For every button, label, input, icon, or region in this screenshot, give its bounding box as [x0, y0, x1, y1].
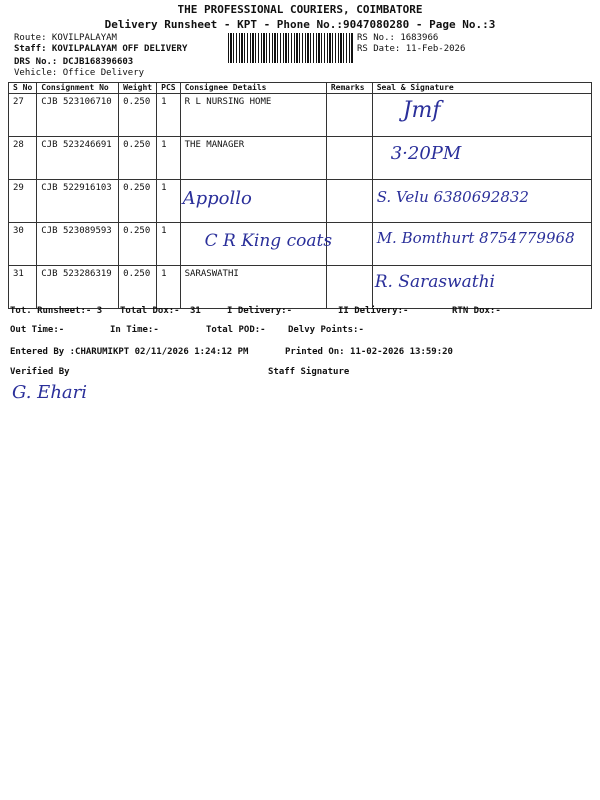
row-remarks [326, 94, 372, 137]
rs-date: RS Date: 11-Feb-2026 [357, 44, 466, 54]
col-remarks: Remarks [326, 83, 372, 94]
row-consignee: R L NURSING HOME [180, 94, 326, 137]
handwritten-consignee: C R King coats [204, 231, 333, 251]
total-dox-label: Total Dox:- [120, 306, 180, 316]
company-title: THE PROFESSIONAL COURIERS, COIMBATORE [177, 3, 423, 16]
col-pcs: PCS [157, 83, 180, 94]
col-sno: S No [9, 83, 37, 94]
i-delivery: I Delivery:- [227, 306, 293, 316]
row-weight: 0.250 [119, 266, 157, 309]
rtn-dox: RTN Dox:- [452, 306, 501, 316]
out-time: Out Time:- [10, 325, 65, 335]
col-consignment: Consignment No [37, 83, 119, 94]
row-remarks [326, 137, 372, 180]
row-consignment: CJB 522916103 [37, 180, 119, 223]
handwritten-signature: S. Velu 6380692832 [376, 188, 529, 206]
row-consignment: CJB 523106710 [37, 94, 119, 137]
tot-runsheet: Tot. Runsheet:- 3 [10, 306, 103, 316]
handwritten-signature: Jmf [402, 98, 441, 123]
row-consignment: CJB 523246691 [37, 137, 119, 180]
col-weight: Weight [119, 83, 157, 94]
staff-label: Staff: KOVILPALAYAM OFF DELIVERY [14, 44, 188, 54]
vehicle-label: Vehicle: Office Delivery [14, 68, 145, 78]
row-remarks [326, 223, 372, 266]
row-pcs: 1 [157, 94, 180, 137]
entered-by: Entered By :CHARUMIKPT 02/11/2026 1:24:12 PM [10, 347, 249, 357]
row-consignment: CJB 523089593 [37, 223, 119, 266]
col-consignee: Consignee Details [180, 83, 326, 94]
table-row [9, 94, 592, 137]
handwritten-signature: 3·20PM [390, 143, 462, 164]
row-weight: 0.250 [119, 94, 157, 137]
printed-on: Printed On: 11-02-2026 13:59:20 [285, 347, 453, 357]
verified-by: Verified By [10, 367, 70, 377]
handwritten-signature: M. Bomthurt 8754779968 [376, 229, 575, 247]
row-sno: 30 [9, 223, 37, 266]
row-pcs: 1 [157, 180, 180, 223]
verifier-signature: G. Ehari [12, 382, 88, 403]
table-row [9, 180, 592, 223]
in-time: In Time:- [110, 325, 159, 335]
row-pcs: 1 [157, 137, 180, 180]
barcode [228, 33, 353, 63]
table-row [9, 223, 592, 266]
total-pod: Total POD:- [206, 325, 266, 335]
table-row [9, 266, 592, 309]
col-signature: Seal & Signature [372, 83, 591, 94]
row-signature-cell [372, 137, 591, 180]
route-label: Route: KOVILPALAYAM [14, 33, 117, 43]
row-sno: 29 [9, 180, 37, 223]
delivery-table [8, 82, 592, 309]
runsheet-subtitle: Delivery Runsheet - KPT - Phone No.:9047080280 - Page No.:3 [104, 18, 496, 31]
drs-number: DRS No.: DCJB168396603 [14, 57, 134, 67]
row-pcs: 1 [157, 266, 180, 309]
row-sno: 28 [9, 137, 37, 180]
row-consignee: SARASWATHI [180, 266, 326, 309]
row-signature-cell [372, 223, 591, 266]
staff-signature-label: Staff Signature [268, 367, 350, 377]
handwritten-signature: R. Saraswathi [374, 272, 495, 292]
row-weight: 0.250 [119, 137, 157, 180]
row-consignee [180, 180, 326, 223]
row-weight: 0.250 [119, 223, 157, 266]
rs-number: RS No.: 1683966 [357, 33, 439, 43]
row-signature-cell [372, 94, 591, 137]
row-remarks [326, 266, 372, 309]
row-weight: 0.250 [119, 180, 157, 223]
row-signature-cell [372, 266, 591, 309]
ii-delivery: II Delivery:- [338, 306, 409, 316]
table-header-row [9, 83, 592, 94]
row-signature-cell [372, 180, 591, 223]
row-consignee [180, 223, 333, 266]
row-remarks [326, 180, 372, 223]
total-dox-value: 31 [190, 306, 201, 316]
handwritten-consignee: Appollo [182, 188, 252, 209]
row-consignee: THE MANAGER [180, 137, 326, 180]
row-consignment: CJB 523286319 [37, 266, 119, 309]
row-sno: 31 [9, 266, 37, 309]
table-row [9, 137, 592, 180]
delvy-points: Delvy Points:- [288, 325, 364, 335]
row-pcs: 1 [157, 223, 180, 266]
row-sno: 27 [9, 94, 37, 137]
